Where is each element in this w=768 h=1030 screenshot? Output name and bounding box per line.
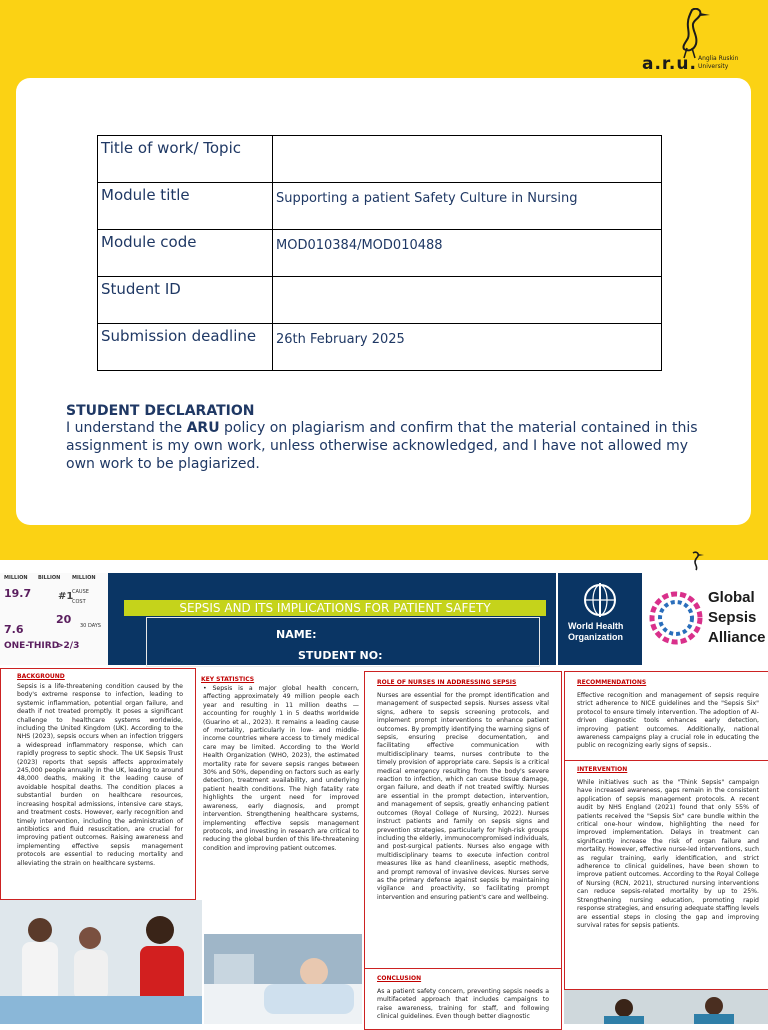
row-label: Module code	[98, 230, 273, 277]
recommendations-heading: RECOMMENDATIONS	[577, 679, 647, 686]
infographic-number: 7.6	[4, 623, 24, 636]
infographic-label: CAUSE	[72, 589, 89, 595]
background-body: Sepsis is a life-threatening condition caused by the body's extreme response to infection, leading to systemic inflammation, potential organ failure, and death if not treated promptly. It poses a significant challenge to healthcare systems worldwide, including the United Kingdom (UK). According to the NHS (2023), sepsis occurs when an infection triggers a widespread inflammatory response, which can rapidly progress to septic shock. The UK Sepsis Trust (2023) reports that sepsis affects approximately 245,000 people annually in the UK, leading to around 48,000 deaths, making it the leading cause of avoidable hospital deaths. The condition places a substantial burden on healthcare resources, increasing hospital admissions, intensive care stays, and treatment costs. However, early recognition and timely intervention, including the administration of antibiotics and fluid resuscitation, are crucial for improving patient outcomes. Raising awareness and implementing effective sepsis management protocols are essential to reducing mortality and alleviating the strain on healthcare systems.	[17, 683, 183, 867]
conclusion-section	[364, 968, 562, 1030]
recommendations-section	[564, 671, 768, 761]
student-no-label: STUDENT NO:	[298, 649, 383, 662]
row-value: Supporting a patient Safety Culture in Nursing	[273, 183, 662, 230]
table-row	[98, 136, 662, 183]
healthcare-workers-photo	[0, 900, 202, 1024]
infographic-label: MILLION	[4, 575, 28, 581]
declaration-aru: ARU	[186, 420, 220, 436]
declaration-part: I understand the	[66, 420, 187, 436]
nurses-photo	[564, 990, 768, 1024]
declaration-heading: STUDENT DECLARATION	[66, 403, 255, 419]
role-of-nurses-section	[364, 671, 562, 969]
row-label: Module title	[98, 183, 273, 230]
infographic-label: BILLION	[38, 575, 61, 581]
poster-title: SEPSIS AND ITS IMPLICATIONS FOR PATIENT SAFETY	[124, 600, 546, 616]
background-heading: BACKGROUND	[17, 673, 65, 680]
infographic-label: COST	[72, 599, 86, 605]
row-label: Submission deadline	[98, 324, 273, 371]
key-statistics-section	[196, 672, 364, 920]
background-section	[0, 668, 196, 900]
row-label: Student ID	[98, 277, 273, 324]
aru-logo-text: a.r.u.	[642, 54, 697, 74]
infographic-number: 19.7	[4, 587, 32, 600]
table-row	[98, 183, 662, 230]
intervention-body: While initiatives such as the "Think Sepsis" campaign have increased awareness, gaps remain in the consistent application of sepsis management protocols. A recent audit by NHS England (2021) found that only 55% of patients received the "Sepsis Six" care bundle within the critical one-hour window, highlighting the need for improved implementation. Delays in treatment can significantly increase the risk of organ failure and mortality. However, effective nurse-led interventions, such as regular training, early identification, and strict adherence to clinical guidelines, have been shown to improve patient outcomes. According to the Royal College of Nursing (RCN, 2021), structured nursing interventions can reduce sepsis-related mortality by up to 25%. Strengthening nursing education, promoting rapid response strategies, and ensuring adequate staffing levels are essential steps in closing the gap and improving survival rates for sepsis patients.	[577, 779, 760, 929]
row-value	[273, 277, 662, 324]
declaration-text	[66, 419, 706, 473]
recommendations-body: Effective recognition and management of sepsis require strict adherence to NICE guidelines and the "Sepsis Six" protocol to ensure timely intervention. The adoption of AI-driven diagnostic tools enhances early detection, improving patient outcomes. Additionally, national awareness campaigns play a crucial role in educating the public on recognizing early signs of sepsis..	[577, 692, 759, 750]
row-value: 26th February 2025	[273, 324, 662, 371]
who-text: World Health Organization	[568, 621, 624, 642]
row-value: MOD010384/MOD010488	[273, 230, 662, 277]
patient-in-bed-photo	[204, 934, 362, 1024]
conclusion-heading: CONCLUSION	[377, 975, 422, 982]
table-row	[98, 277, 662, 324]
key-statistics-body: • Sepsis is a major global health concern, affecting approximately 49 million people each year and resulting in 11 million deaths —accounting for roughly 1 in 5 deaths worldwide (Guarino et al., 2023). It remains a leading cause of mortality, particularly in low- and middle-income countries where access to timely medical care may be limited. According to the World Health Organization (WHO, 2023), the estimated mortality rate for severe sepsis ranges between 30% and 50%, depending on factors such as early detection, treatment availability, and underlying patient health conditions. The high fatality rate highlights the urgent need for improved awareness, early diagnosis, and prompt intervention. Strengthening healthcare systems, implementing effective sepsis management protocols, and investing in research are critical to reducing the global burden of this life-threatening condition and improving patient outcomes.	[203, 685, 359, 852]
heron-icon	[683, 551, 711, 573]
row-label: Title of work/ Topic	[98, 136, 273, 183]
who-emblem-icon	[580, 581, 620, 619]
submission-info-table	[97, 135, 662, 371]
who-logo	[558, 573, 642, 665]
declaration-part: policy on plagiarism and confirm that the material contained in this assignment is my own work, unless otherwise acknowledged, and I have not allowed my own work to be plagiarized.	[66, 420, 698, 472]
role-of-nurses-heading: ROLE OF NURSES IN ADDRESSING SEPSIS	[377, 679, 517, 686]
infographic-number: ONE-THIRD	[4, 641, 60, 651]
infographic-label: 30 DAYS	[80, 623, 101, 629]
name-label: NAME:	[276, 628, 317, 641]
key-statistics-heading: KEY STATISTICS	[201, 676, 255, 683]
gsa-text: Global Sepsis Alliance	[708, 589, 766, 646]
infographic-number: >2/3	[56, 641, 80, 651]
aru-logo-subtitle: Anglia Ruskin University	[698, 55, 739, 70]
table-row	[98, 230, 662, 277]
infographic-number: #1	[58, 591, 74, 602]
conclusion-body: As a patient safety concern, preventing sepsis needs a multifaceted approach that includes campaigns to raise awareness, training for staff, and following clinical guidelines. Even though better diagnostic	[377, 988, 549, 1021]
role-of-nurses-body: Nurses are essential for the prompt identification and management of suspected sepsis. Nurses assess vital signs, adhere to sepsis screening protocols, and implement prompt interventions to enhance patient outcomes. By promptly identifying the warning signs of sepsis, ensuring precise documentation, and facilitating effective communication with multidisciplinary teams, nurses contribute to the timely provision of appropriate care. Sepsis is a critical medical emergency resulting from the body's severe reaction to infection, which can cause tissue damage, organ failure, and death if not treated swiftly. Nurses are essential in the prompt detection, intervention, and management of sepsis, greatly enhancing patient outcomes (Royal College of Nursing, 2022). Nurses instruct patients and family on sepsis signs and prevention strategies, particularly for high-risk groups including the elderly, immunocompromised individuals, and post-surgical patients. Nurses also engage with multidisciplinary teams to execute infection control measures like as hand cleanliness, aseptic methods, and prompt removal of invasive devices. Nurses serve as the primary defense against sepsis by maintaining vigilance and proactivity, so facilitating prompt intervention and ensuring patient's care and wellbeing.	[377, 692, 550, 901]
infographic-label: MILLION	[72, 575, 96, 581]
table-row	[98, 324, 662, 371]
infographic-number: 20	[56, 613, 72, 626]
sepsis-infographic	[0, 573, 108, 665]
intervention-heading: INTERVENTION	[577, 766, 628, 773]
gsa-globe-icon	[648, 587, 704, 649]
intervention-section	[564, 760, 768, 990]
row-value	[273, 136, 662, 183]
